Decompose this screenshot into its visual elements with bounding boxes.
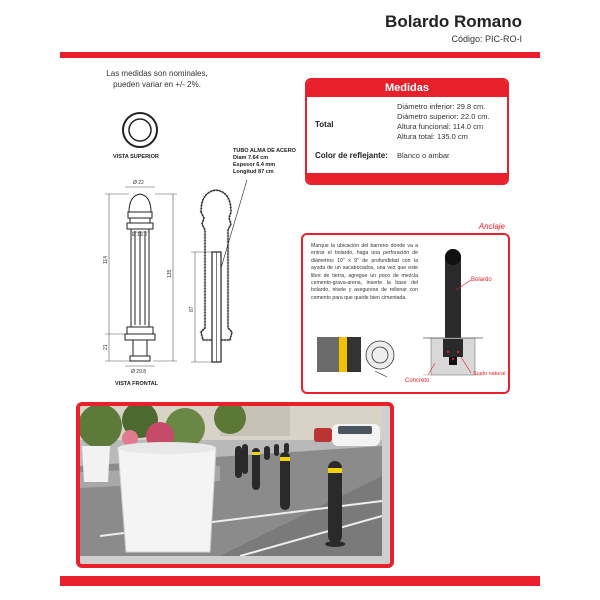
measures-note [92, 68, 222, 90]
tube-title: TUBO ALMA DE ACERO [233, 148, 296, 154]
dim-top-diameter: Ø 22 [133, 180, 144, 186]
spec-altura-total: Altura total: 135.0 cm [397, 132, 468, 141]
specs-color-label: Color de reflejante: [315, 151, 388, 160]
product-photo [76, 402, 394, 568]
page-title: Bolardo Romano [385, 12, 522, 31]
dim-bottom-diameter: Ø 29.8 [131, 369, 147, 375]
dim-mid-diameter: Ø 19.5 [132, 232, 148, 238]
specs-heading: Medidas [307, 80, 507, 97]
tube-diam: Diam 7.64 cm [233, 155, 269, 161]
tube-length: Longitud 87 cm [233, 169, 274, 175]
anclaje-diagram [303, 235, 508, 392]
soil-sample [317, 337, 394, 377]
dim-height-21: 21 [103, 344, 109, 350]
anclaje-label: Anclaje [478, 222, 505, 231]
front-view-label: VISTA FRONTAL [115, 381, 158, 387]
spec-diametro-superior: Diámetro superior: 22.0 cm. [397, 112, 490, 121]
anclaje-suelo-label: Suelo natural [473, 371, 506, 377]
specs-total-label: Total [315, 120, 334, 129]
tube-thickness: Espesor 6.4 mm [233, 162, 276, 168]
header-divider [60, 52, 540, 58]
top-view [123, 113, 157, 147]
dim-height-114: 114 [103, 256, 109, 264]
specs-table [305, 78, 509, 185]
anclaje-box [301, 233, 510, 394]
spec-diametro-inferior: Diámetro inferior: 29.8 cm. [397, 102, 486, 111]
street-scene [80, 406, 382, 556]
anclaje-instructions: Marque la ubicación del barreno donde va a entrar el bolardo, haga una perforación de diámetros 10" x 9" de profundidad con la ayuda de un sacabocados, una vez que este libre de tierra, agregue un poco de mezcla cemento-grava-arena, inserte la base del bolardo, nivele y asegurese de rellenar con cemento para que quede bien cimentada. [311, 243, 418, 301]
anclaje-bolardo-label: Bolardo [471, 277, 492, 283]
product-code: Código: PIC-RO-I [451, 34, 522, 44]
spec-altura-funcional: Altura funcional: 114.0 cm [397, 122, 484, 131]
anclaje-concreto-label: Concreto [405, 378, 430, 384]
measures-note-line2: pueden variar en +/- 2%. [113, 80, 201, 89]
specs-color-value: Blanco o ambar [397, 151, 450, 160]
footer-bar [60, 576, 540, 586]
measures-note-line1: Las medidas son nominales, [106, 69, 208, 78]
specs-total-value [397, 102, 490, 142]
dim-height-135: 135 [167, 269, 173, 278]
section-view [201, 190, 232, 362]
specs-footer-bar [307, 173, 507, 183]
dim-tube-87: 87 [189, 306, 195, 312]
front-view-bollard [125, 194, 155, 361]
technical-drawing [95, 100, 300, 390]
top-view-label: VISTA SUPERIOR [113, 154, 159, 160]
